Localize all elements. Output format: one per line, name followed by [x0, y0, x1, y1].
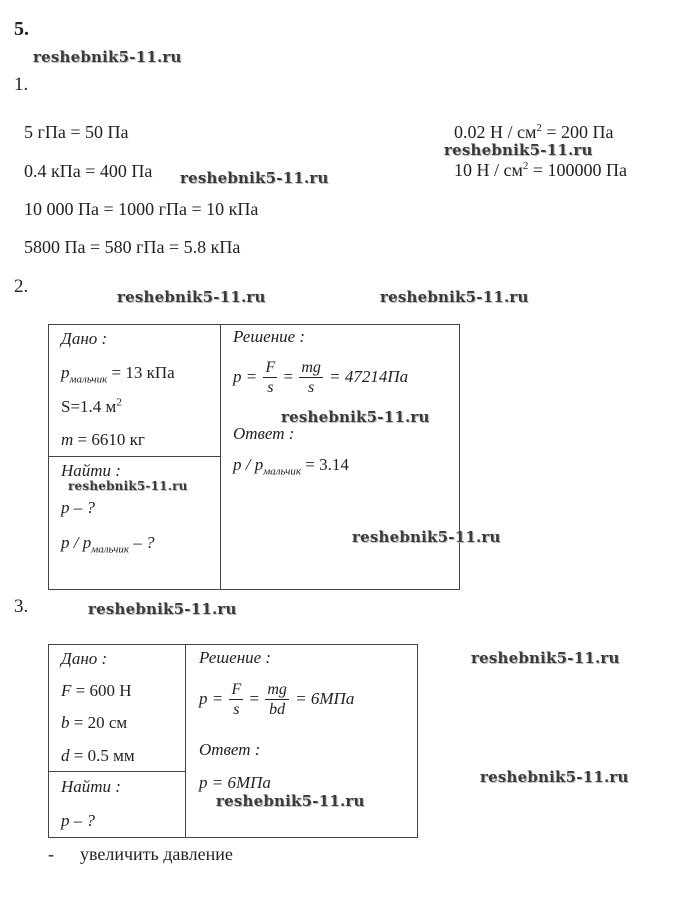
watermark: reshebnik5-11.ru: [380, 288, 529, 306]
answer-value: p = 6МПа: [199, 773, 271, 792]
solution-title: Решение :: [199, 648, 272, 667]
answer-value: $p / p_{мальчик} = 3.14$: [233, 455, 349, 478]
watermark: reshebnik5-11.ru: [480, 768, 629, 786]
conversion-line-6: 10 $Н / см^2 = 100000$ Па: [454, 160, 628, 180]
conversion-line-2: 0.4 кПа = 400 Па: [24, 161, 153, 181]
watermark: reshebnik5-11.ru: [216, 792, 365, 810]
given-area: S=1.4 $м^2$: [61, 396, 122, 416]
find-ratio: p / $p_{мальчик}$ – ?: [61, 533, 155, 556]
given-force: F = 600 Н: [61, 681, 132, 700]
given-width: b = 20 см: [61, 713, 128, 732]
watermark: reshebnik5-11.ru: [68, 479, 188, 493]
table-divider: [48, 456, 220, 457]
given-pressure: $p_{мальчик} = 13$ кПа: [61, 363, 175, 386]
answer-title: Ответ :: [199, 740, 261, 759]
given-thickness: d = 0.5 мм: [61, 746, 135, 765]
section-2-number: 2.: [14, 276, 29, 297]
solution-formula: p = $\frac{F}{s}$ = $\frac{mg}{s}$ = 47214Па: [233, 359, 409, 396]
conversion-line-4: 5800 Па = 580 гПа = 5.8 кПа: [24, 237, 241, 257]
table-divider: [220, 324, 221, 590]
given-mass: m = 6610 кг: [61, 430, 145, 449]
watermark: reshebnik5-11.ru: [33, 48, 182, 66]
conversion-line-5: 0.02 $Н / см^2 = 200$ Па: [454, 122, 614, 142]
task-number: 5.: [14, 18, 29, 40]
table-divider: [48, 771, 185, 772]
table-divider: [185, 644, 186, 838]
answer-title: Ответ :: [233, 424, 295, 443]
watermark: reshebnik5-11.ru: [352, 528, 501, 546]
bullet-dash: -: [48, 844, 54, 864]
watermark: reshebnik5-11.ru: [88, 600, 237, 618]
watermark: reshebnik5-11.ru: [117, 288, 266, 306]
conversion-line-1: 5 гПа = 50 Па: [24, 122, 129, 142]
given-title: Дано :: [61, 329, 108, 348]
find-pressure: p – ?: [61, 811, 95, 830]
find-title: Найти :: [61, 777, 121, 796]
solution-title: Решение :: [233, 327, 306, 346]
given-title: Дано :: [61, 649, 108, 668]
find-pressure: p – ?: [61, 498, 95, 517]
watermark: reshebnik5-11.ru: [444, 141, 593, 159]
watermark: reshebnik5-11.ru: [471, 649, 620, 667]
conclusion-text: увеличить давление: [80, 844, 233, 864]
find-title: Найти :: [61, 461, 121, 480]
solution-formula: p = $\frac{F}{s}$ = $\frac{mg}{bd}$ = 6МПа: [199, 681, 355, 718]
section-3-number: 3.: [14, 596, 29, 617]
conversion-line-3: 10 000 Па = 1000 гПа = 10 кПа: [24, 199, 259, 219]
section-1-number: 1.: [14, 74, 29, 95]
watermark: reshebnik5-11.ru: [180, 169, 329, 187]
watermark: reshebnik5-11.ru: [281, 408, 430, 426]
